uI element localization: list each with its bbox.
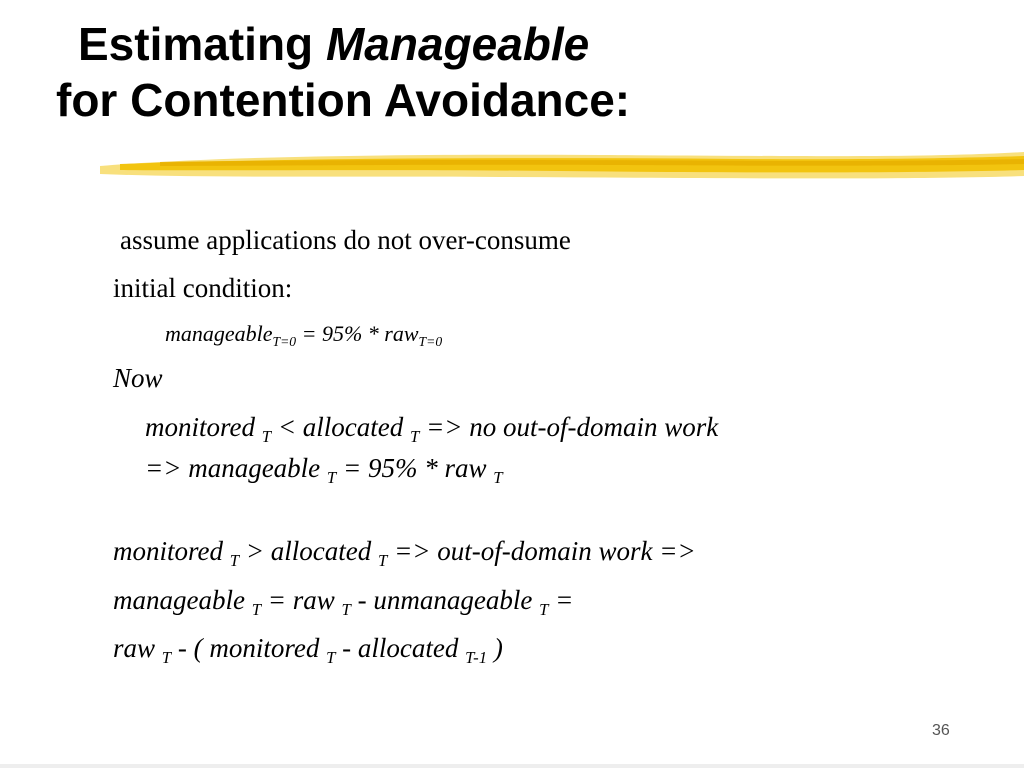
- page-number: 36: [932, 722, 950, 739]
- assumption-text: assume applications do not over-consume: [120, 225, 571, 255]
- slide-title: [56, 16, 630, 128]
- brush-stroke-underline: [100, 146, 1024, 188]
- title-emphasis: Manageable: [325, 18, 590, 70]
- initial-condition-label: initial condition:: [113, 273, 293, 303]
- initial-condition-equation: manageable$_{T=0}$ = 95% * raw$_{T=0}$: [165, 321, 443, 349]
- title-line-1: Estimating Manageable: [78, 18, 590, 70]
- case2-expansion: raw $_T$ - ( monitored $_T$ - allocated $_{T-1}$ ): [113, 633, 503, 667]
- case2-condition: monitored $_T$ > allocated $_T$ => out-of-domain work =>: [113, 536, 696, 570]
- case1-result: => manageable $_T$ = 95% * raw $_T$: [145, 453, 503, 487]
- case2-manageable-equation: manageable $_T$ = raw $_T$ - unmanageable $_T$ =: [113, 585, 574, 619]
- footer-divider: [0, 764, 1024, 768]
- now-label: Now: [113, 363, 163, 393]
- case1-condition: monitored $_T$ < allocated $_T$ => no out-of-domain work: [145, 412, 719, 446]
- title-line-2: for Contention Avoidance:: [56, 74, 631, 126]
